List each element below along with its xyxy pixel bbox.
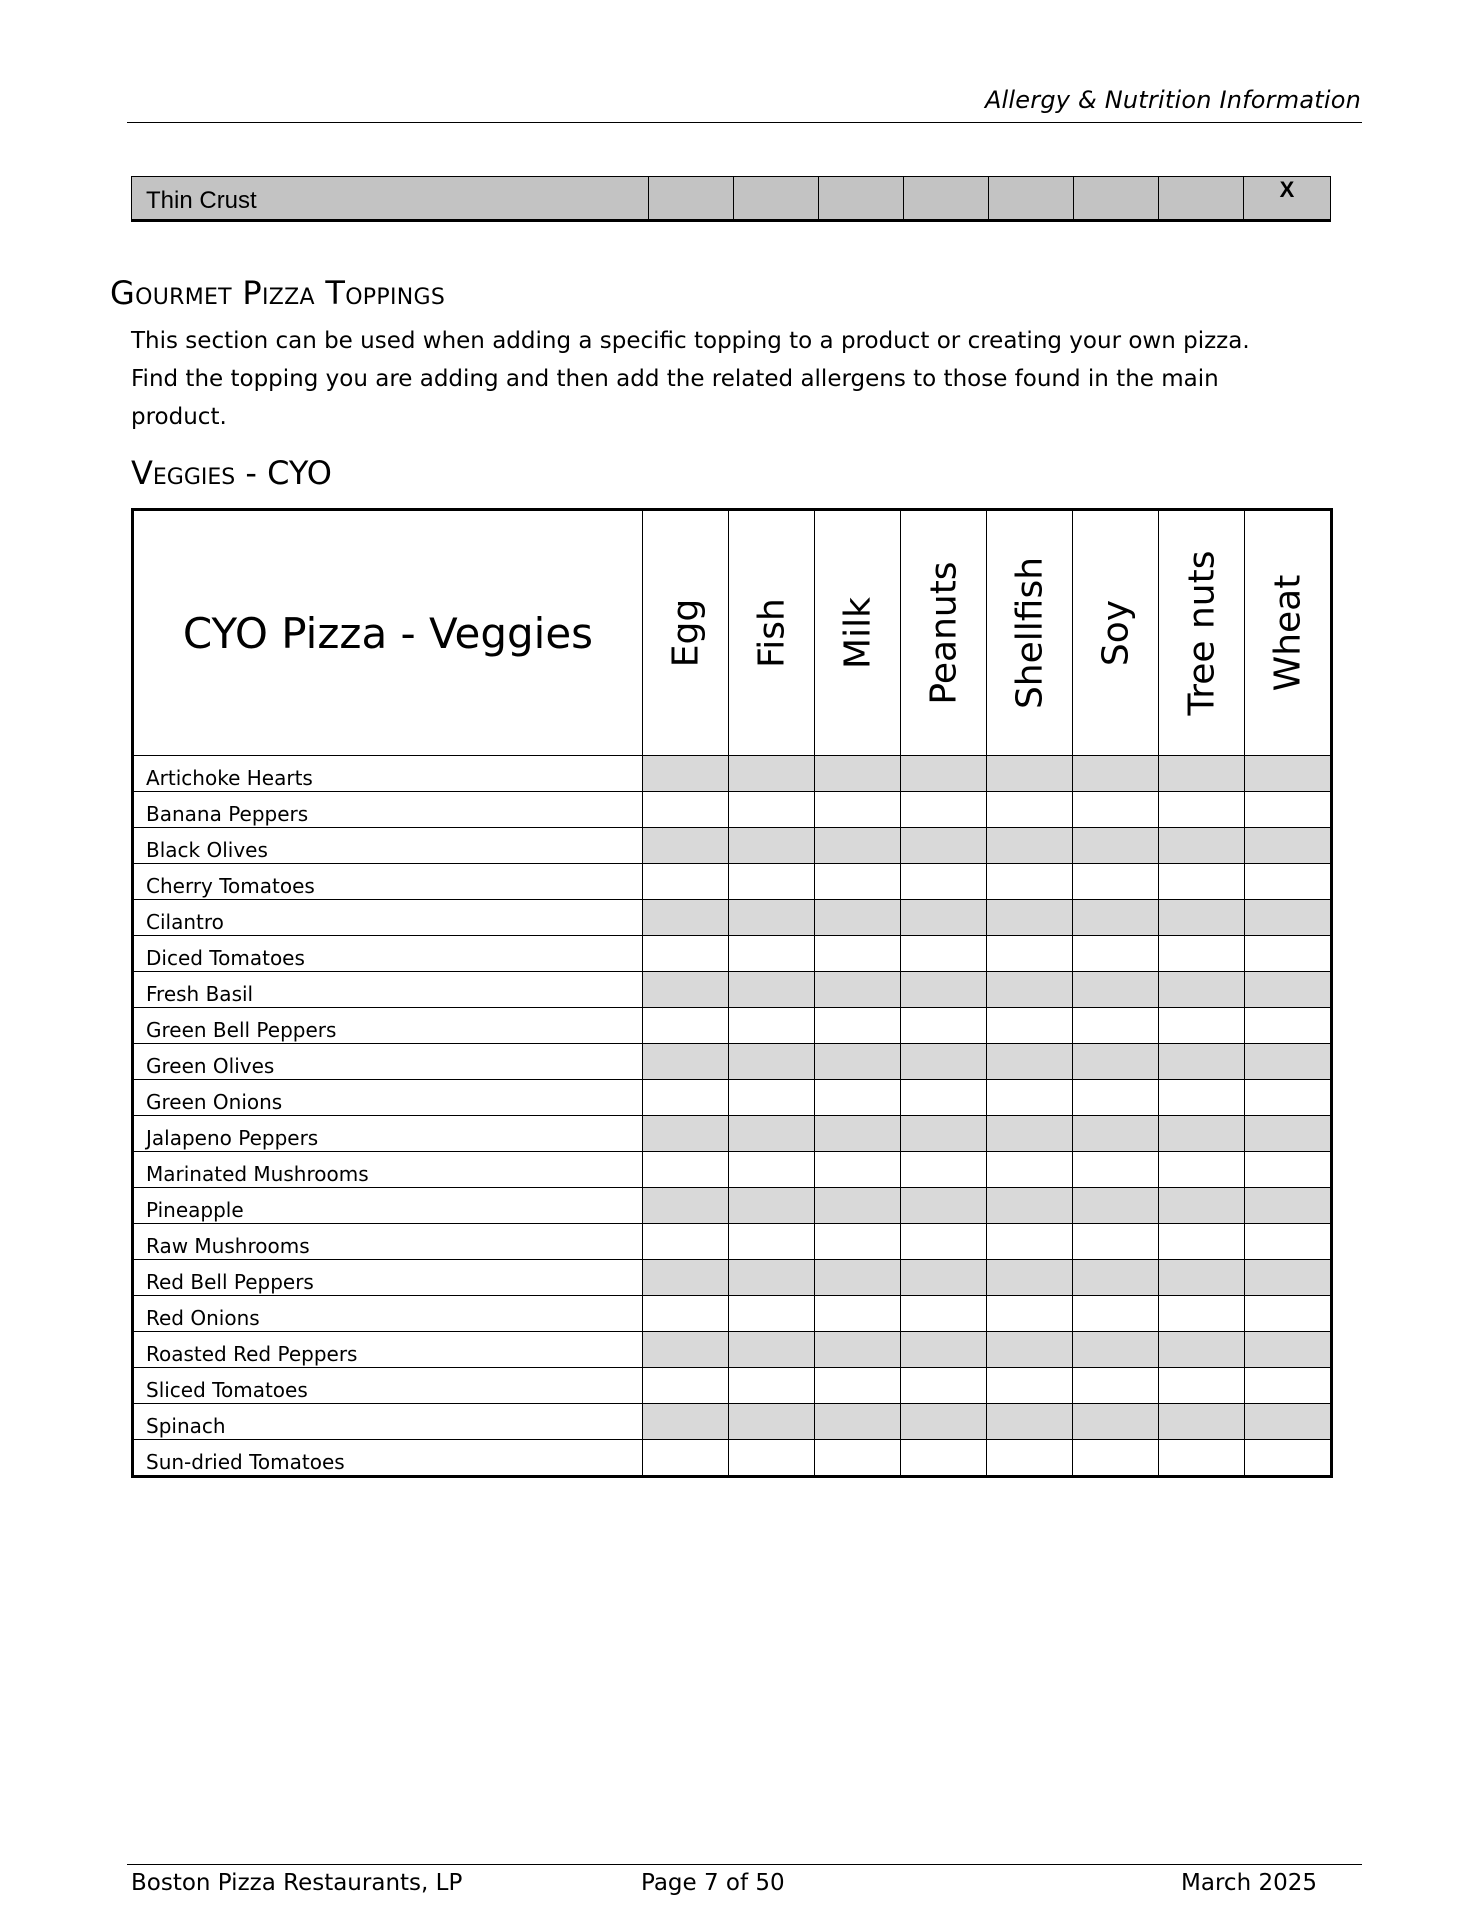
allergen-cell [987, 1404, 1073, 1440]
allergen-cell [729, 1008, 815, 1044]
allergen-cell [987, 1332, 1073, 1368]
allergen-cell [815, 972, 901, 1008]
topping-name: Red Bell Peppers [133, 1260, 643, 1296]
allergen-cell [1073, 1008, 1159, 1044]
allergen-cell [1245, 1296, 1332, 1332]
allergen-cell [643, 972, 729, 1008]
table-row [133, 1440, 1332, 1477]
allergen-cell [1073, 972, 1159, 1008]
allergen-cell [901, 1080, 987, 1116]
allergen-cell [643, 828, 729, 864]
table-row [133, 1044, 1332, 1080]
allergen-cell [729, 1116, 815, 1152]
table-row [133, 1152, 1332, 1188]
allergen-cell [1073, 828, 1159, 864]
allergen-cell [901, 792, 987, 828]
topping-name: Sliced Tomatoes [133, 1368, 643, 1404]
allergen-cell [987, 792, 1073, 828]
allergen-cell [1073, 1224, 1159, 1260]
allergen-cell [901, 1224, 987, 1260]
allergen-label: Peanuts [923, 561, 964, 705]
allergen-cell [1159, 1368, 1245, 1404]
allergen-cell [1073, 1188, 1159, 1224]
allergen-header-shellfish [987, 510, 1073, 756]
allergen-cell [1073, 1116, 1159, 1152]
allergen-cell [643, 1296, 729, 1332]
topping-name: Cherry Tomatoes [133, 864, 643, 900]
allergen-cell [815, 1008, 901, 1044]
allergen-cell [643, 900, 729, 936]
allergen-cell [1245, 1368, 1332, 1404]
allergen-cell [987, 1080, 1073, 1116]
table-row [133, 1224, 1332, 1260]
allergen-cell [729, 864, 815, 900]
allergen-cell [729, 1296, 815, 1332]
allergen-cell [729, 1080, 815, 1116]
allergen-label: Wheat [1267, 574, 1308, 692]
allergen-cell [643, 1152, 729, 1188]
allergen-cell [1159, 864, 1245, 900]
allergen-cell [729, 1188, 815, 1224]
allergen-cell [901, 1332, 987, 1368]
allergen-cell [1159, 1080, 1245, 1116]
allergen-cell [1073, 1152, 1159, 1188]
allergen-cell [1245, 828, 1332, 864]
allergen-cell [1245, 1152, 1332, 1188]
allergen-cell [815, 1404, 901, 1440]
crust-cell-egg [649, 177, 734, 221]
allergen-cell [901, 828, 987, 864]
allergen-cell [987, 900, 1073, 936]
allergen-cell [643, 936, 729, 972]
footer-page-number: Page 7 of 50 [641, 1870, 785, 1896]
allergen-cell [815, 792, 901, 828]
topping-name: Green Bell Peppers [133, 1008, 643, 1044]
allergen-cell [1159, 1044, 1245, 1080]
allergen-cell [901, 1440, 987, 1477]
allergen-label: Shellfish [1009, 556, 1050, 710]
allergen-cell [643, 1044, 729, 1080]
allergen-cell [729, 1440, 815, 1477]
allergen-cell [987, 936, 1073, 972]
allergen-cell [729, 792, 815, 828]
allergen-cell [1245, 756, 1332, 792]
allergen-label: Tree nuts [1181, 550, 1222, 716]
allergen-cell [729, 1404, 815, 1440]
allergen-cell [1245, 1044, 1332, 1080]
topping-name: Black Olives [133, 828, 643, 864]
crust-cell-milk [819, 177, 904, 221]
table-row [133, 900, 1332, 936]
allergen-cell [987, 1224, 1073, 1260]
allergen-cell [1073, 1044, 1159, 1080]
allergen-cell [643, 1080, 729, 1116]
allergen-cell [901, 1296, 987, 1332]
allergen-cell [643, 1404, 729, 1440]
allergen-cell [1159, 756, 1245, 792]
allergen-cell [729, 936, 815, 972]
allergen-cell [643, 756, 729, 792]
allergen-cell [643, 1440, 729, 1477]
allergen-cell [815, 828, 901, 864]
allergen-cell [1159, 1404, 1245, 1440]
allergen-cell [901, 756, 987, 792]
allergen-cell [901, 1044, 987, 1080]
topping-name: Pineapple [133, 1188, 643, 1224]
allergen-label: Milk [837, 597, 878, 669]
allergen-cell [987, 1044, 1073, 1080]
veggies-allergen-table [131, 508, 1333, 1478]
topping-name: Green Olives [133, 1044, 643, 1080]
allergen-cell [815, 1116, 901, 1152]
allergen-cell [815, 900, 901, 936]
allergen-cell [987, 1368, 1073, 1404]
allergen-cell [1245, 1332, 1332, 1368]
allergen-cell [987, 1008, 1073, 1044]
allergen-cell [1073, 1440, 1159, 1477]
allergen-header-egg [643, 510, 729, 756]
table-title: CYO Pizza - Veggies [133, 510, 643, 756]
allergen-header-milk [815, 510, 901, 756]
allergen-cell [1245, 1008, 1332, 1044]
allergen-header-soy [1073, 510, 1159, 756]
topping-name: Green Onions [133, 1080, 643, 1116]
allergen-header-wheat [1245, 510, 1332, 756]
allergen-cell [1159, 1332, 1245, 1368]
allergen-cell [987, 828, 1073, 864]
allergen-cell [987, 864, 1073, 900]
allergen-cell [987, 1296, 1073, 1332]
crust-cell-shellfish [989, 177, 1074, 221]
crust-row-name: Thin Crust [132, 177, 649, 221]
allergen-cell [901, 900, 987, 936]
allergen-cell [815, 1152, 901, 1188]
allergen-cell [729, 828, 815, 864]
allergen-label: Soy [1095, 599, 1136, 667]
allergen-cell [1159, 1224, 1245, 1260]
allergen-cell [1159, 828, 1245, 864]
allergen-cell [815, 864, 901, 900]
allergen-header-fish [729, 510, 815, 756]
allergen-cell [1159, 1188, 1245, 1224]
allergen-cell [1073, 1260, 1159, 1296]
allergen-cell [987, 1188, 1073, 1224]
allergen-label: Egg [665, 598, 706, 668]
table-row [133, 1188, 1332, 1224]
topping-name: Marinated Mushrooms [133, 1152, 643, 1188]
crust-table [131, 176, 1331, 222]
allergen-cell [901, 972, 987, 1008]
topping-name: Banana Peppers [133, 792, 643, 828]
footer-company: Boston Pizza Restaurants, LP [131, 1870, 463, 1896]
allergen-header-tree-nuts [1159, 510, 1245, 756]
allergen-cell [1245, 864, 1332, 900]
allergen-cell [643, 1188, 729, 1224]
allergen-cell [1159, 936, 1245, 972]
allergen-cell [1245, 972, 1332, 1008]
allergen-cell [643, 1368, 729, 1404]
crust-cell-tree-nuts [1159, 177, 1244, 221]
allergen-cell [901, 936, 987, 972]
table-row [133, 792, 1332, 828]
allergen-cell [1159, 972, 1245, 1008]
crust-cell-soy [1074, 177, 1159, 221]
table-row [133, 1008, 1332, 1044]
allergen-cell [729, 1044, 815, 1080]
crust-cell-wheat: X [1244, 177, 1331, 221]
allergen-cell [1159, 1116, 1245, 1152]
table-row [133, 1080, 1332, 1116]
footer-date: March 2025 [1181, 1870, 1317, 1896]
allergen-cell [1159, 792, 1245, 828]
allergen-cell [729, 1224, 815, 1260]
crust-cell-fish [734, 177, 819, 221]
allergen-cell [643, 1224, 729, 1260]
topping-name: Jalapeno Peppers [133, 1116, 643, 1152]
allergen-cell [1073, 792, 1159, 828]
table-row [133, 1116, 1332, 1152]
allergen-cell [643, 1260, 729, 1296]
allergen-cell [815, 1260, 901, 1296]
allergen-cell [1245, 1260, 1332, 1296]
footer-rule [127, 1864, 1362, 1865]
table-row [133, 972, 1332, 1008]
allergen-cell [1073, 936, 1159, 972]
allergen-cell [1159, 1152, 1245, 1188]
allergen-cell [1159, 900, 1245, 936]
allergen-cell [1245, 1404, 1332, 1440]
allergen-cell [987, 972, 1073, 1008]
allergen-cell [901, 1116, 987, 1152]
crust-row [132, 177, 1331, 221]
table-row [133, 1404, 1332, 1440]
allergen-cell [729, 972, 815, 1008]
allergen-cell [1159, 1440, 1245, 1477]
allergen-cell [1073, 864, 1159, 900]
allergen-cell [729, 1152, 815, 1188]
allergen-cell [1245, 1116, 1332, 1152]
allergen-cell [815, 936, 901, 972]
allergen-cell [1073, 1368, 1159, 1404]
topping-name: Raw Mushrooms [133, 1224, 643, 1260]
allergen-label: Fish [751, 598, 792, 668]
topping-name: Diced Tomatoes [133, 936, 643, 972]
allergen-cell [987, 1440, 1073, 1477]
header-rule [127, 122, 1362, 123]
allergen-cell [729, 756, 815, 792]
table-row [133, 828, 1332, 864]
topping-name: Spinach [133, 1404, 643, 1440]
allergen-cell [1073, 1404, 1159, 1440]
allergen-cell [987, 1152, 1073, 1188]
allergen-cell [987, 756, 1073, 792]
allergen-cell [1245, 1224, 1332, 1260]
table-row [133, 1368, 1332, 1404]
table-header-row [133, 510, 1332, 756]
allergen-cell [901, 1404, 987, 1440]
table-row [133, 936, 1332, 972]
table-row [133, 1260, 1332, 1296]
allergen-cell [1245, 1188, 1332, 1224]
table-row [133, 756, 1332, 792]
topping-name: Fresh Basil [133, 972, 643, 1008]
allergen-cell [815, 1296, 901, 1332]
topping-name: Artichoke Hearts [133, 756, 643, 792]
allergen-cell [1245, 792, 1332, 828]
allergen-cell [1245, 936, 1332, 972]
topping-name: Cilantro [133, 900, 643, 936]
allergen-cell [815, 1440, 901, 1477]
allergen-cell [901, 1188, 987, 1224]
allergen-cell [815, 1224, 901, 1260]
allergen-cell [729, 1332, 815, 1368]
allergen-cell [815, 1188, 901, 1224]
allergen-cell [1159, 1296, 1245, 1332]
allergen-cell [815, 1080, 901, 1116]
table-row [133, 1296, 1332, 1332]
allergen-cell [1073, 756, 1159, 792]
header-title: Allergy & Nutrition Information [984, 86, 1361, 114]
allergen-cell [1245, 900, 1332, 936]
table-body [133, 756, 1332, 1477]
allergen-cell [901, 1368, 987, 1404]
allergen-cell [729, 1260, 815, 1296]
allergen-cell [1073, 900, 1159, 936]
allergen-cell [1159, 1260, 1245, 1296]
table-row [133, 1332, 1332, 1368]
allergen-cell [815, 1044, 901, 1080]
section-heading: Gourmet Pizza Toppings [110, 274, 446, 312]
allergen-cell [729, 900, 815, 936]
allergen-cell [729, 1368, 815, 1404]
allergen-header-peanuts [901, 510, 987, 756]
allergen-cell [987, 1260, 1073, 1296]
topping-name: Roasted Red Peppers [133, 1332, 643, 1368]
allergen-cell [815, 1368, 901, 1404]
allergen-cell [1073, 1080, 1159, 1116]
allergen-cell [643, 792, 729, 828]
table-row [133, 864, 1332, 900]
veggies-heading: Veggies - CYO [131, 454, 332, 492]
allergen-cell [1159, 1008, 1245, 1044]
allergen-cell [901, 1008, 987, 1044]
allergen-cell [901, 1260, 987, 1296]
allergen-cell [1245, 1080, 1332, 1116]
allergen-cell [1073, 1296, 1159, 1332]
allergen-cell [643, 1332, 729, 1368]
section-intro: This section can be used when adding a specific topping to a product or creating your own pizza. Find the topping you are adding and then add the related allergens to those found in the main product. [131, 328, 1250, 430]
allergen-cell [815, 1332, 901, 1368]
allergen-cell [1245, 1440, 1332, 1477]
allergen-cell [901, 864, 987, 900]
allergen-cell [901, 1152, 987, 1188]
allergen-cell [987, 1116, 1073, 1152]
allergen-cell [643, 1116, 729, 1152]
crust-cell-peanuts [904, 177, 989, 221]
allergen-cell [1073, 1332, 1159, 1368]
topping-name: Sun-dried Tomatoes [133, 1440, 643, 1477]
allergen-cell [643, 864, 729, 900]
allergen-cell [643, 1008, 729, 1044]
topping-name: Red Onions [133, 1296, 643, 1332]
allergen-cell [815, 756, 901, 792]
